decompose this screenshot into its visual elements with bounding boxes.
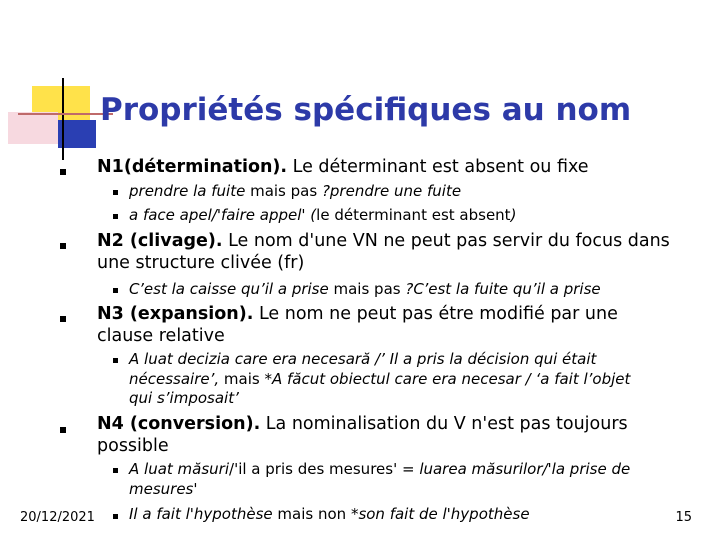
bullet-icon — [60, 316, 66, 322]
bullet-icon — [113, 514, 118, 519]
bullet-icon — [113, 468, 118, 473]
item-n1 — [97, 157, 589, 178]
decor-horizontal-line — [18, 113, 113, 115]
slide-title: Propriétés spécifiques au nom — [100, 92, 632, 128]
sub-italic: a face apel/'faire appel' ( — [129, 206, 317, 224]
sub-plain: mais — [219, 370, 265, 388]
bullet-icon — [113, 358, 118, 363]
item-n4-cont: possible — [97, 436, 169, 456]
item-n3 — [97, 304, 618, 325]
sub-italic: A luat măsuri — [129, 460, 230, 478]
sub-italic: C’est la caisse qu’il a prise — [129, 280, 329, 298]
sub-italic: qui s’imposait’ — [129, 389, 239, 407]
sub-item — [129, 505, 530, 524]
item-text: Le déterminant est absent ou fixe — [287, 157, 589, 177]
item-head: N2 (clivage). — [97, 231, 223, 251]
decor-vertical-line — [62, 78, 64, 160]
item-n3-cont: clause relative — [97, 326, 225, 346]
item-text: Le nom ne peut pas étre modifié par une — [253, 304, 618, 324]
sub-item-cont — [129, 389, 239, 408]
bullet-icon — [60, 243, 66, 249]
sub-item — [129, 350, 596, 369]
sub-italic: mesures' — [129, 480, 198, 498]
sub-italic: A luat decizia care era necesară /’ Il a pris la décision qui était — [129, 350, 597, 368]
footer-date: 20/12/2021 — [20, 510, 95, 525]
sub-plain: mais pas — [328, 280, 406, 298]
sub-italic: prendre la fuite — [129, 182, 246, 200]
sub-plain: mais non — [272, 505, 351, 523]
sub-item — [129, 280, 601, 299]
item-head: N4 (conversion). — [97, 414, 261, 434]
item-head: N1(détermination). — [97, 157, 288, 177]
page-number: 15 — [675, 510, 692, 525]
sub-italic: *A făcut obiectul care era necesar / ‘a fait l’objet — [264, 370, 631, 388]
item-n4 — [97, 414, 628, 435]
sub-item-cont — [129, 370, 630, 389]
sub-item — [129, 182, 461, 201]
sub-italic: nécessaire’, — [129, 370, 220, 388]
sub-italic: ?prendre une fuite — [321, 182, 462, 200]
sub-italic: Il a fait l'hypothèse — [129, 505, 273, 523]
sub-italic: *son fait de l'hypothèse — [350, 505, 530, 523]
sub-plain: mais pas — [245, 182, 322, 200]
sub-item-cont — [129, 480, 198, 499]
sub-plain: le déterminant est absent — [316, 206, 511, 224]
sub-item — [129, 206, 516, 225]
bullet-icon — [113, 288, 118, 293]
bullet-icon — [60, 169, 66, 175]
sub-italic: ?C’est la fuite qu’il a prise — [405, 280, 601, 298]
sub-italic: ) — [510, 206, 517, 224]
decor-pink-square — [8, 112, 58, 144]
bullet-icon — [60, 427, 66, 433]
sub-item — [129, 460, 630, 479]
item-text: Le nom d'une VN ne peut pas servir du focus dans — [222, 231, 670, 251]
bullet-icon — [113, 190, 118, 195]
item-text: La nominalisation du V n'est pas toujours — [260, 414, 628, 434]
sub-italic: luarea măsurilor/'la prise de — [419, 460, 631, 478]
item-head: N3 (expansion). — [97, 304, 254, 324]
item-n2-cont: une structure clivée (fr) — [97, 253, 305, 273]
bullet-icon — [113, 214, 118, 219]
item-n2 — [97, 231, 670, 252]
sub-plain: /'il a pris des mesures' = — [229, 460, 420, 478]
